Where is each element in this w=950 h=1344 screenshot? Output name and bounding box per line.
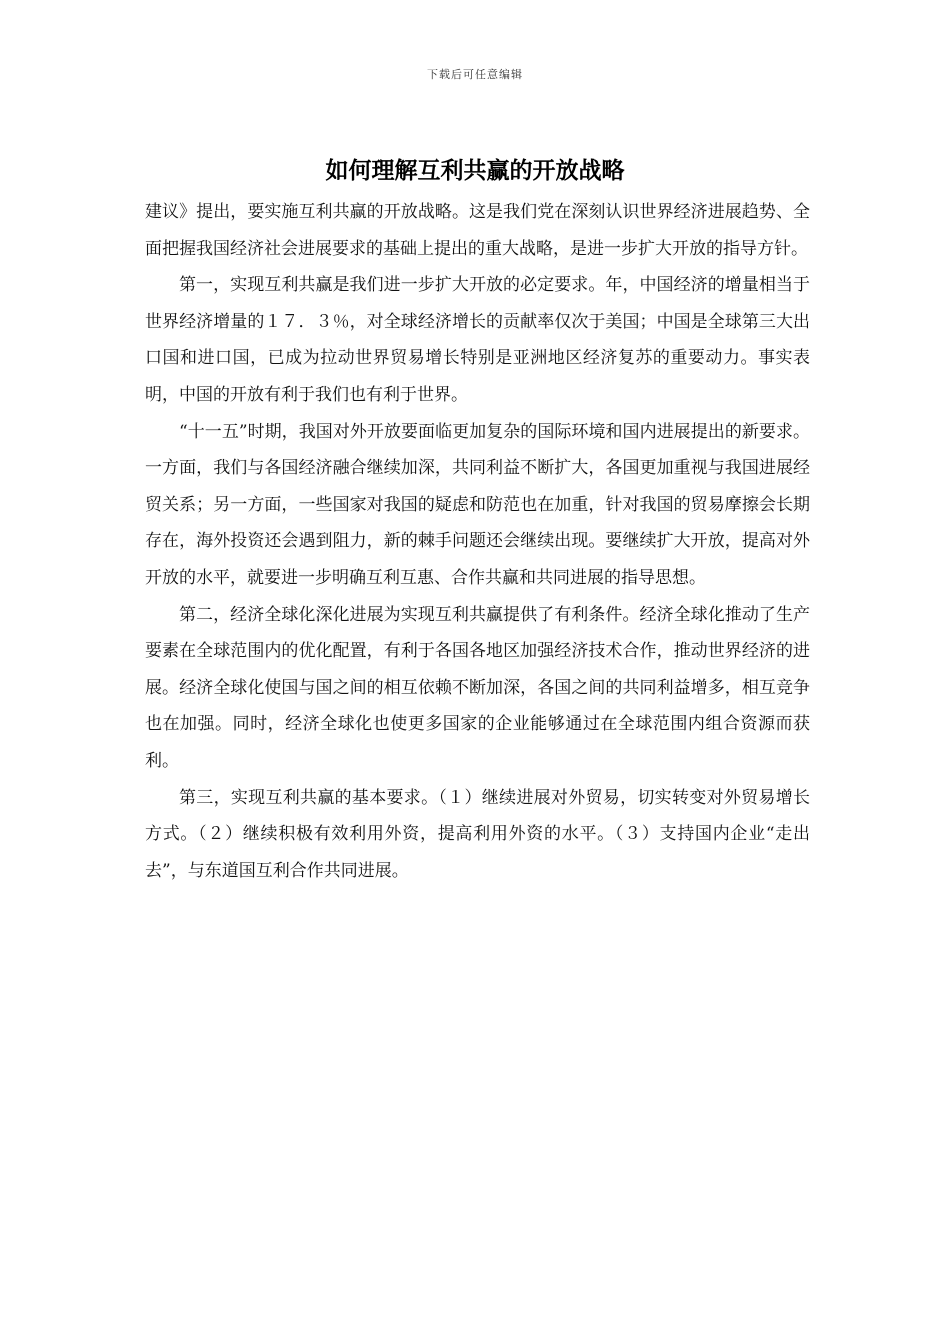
document-body (145, 194, 810, 889)
paragraph-first-point: 第一，实现互利共赢是我们进一步扩大开放的必定要求。年，中国经济的增量相当于世界经济增量的１７．３％，对全球经济增长的贡献率仅次于美国；中国是全球第三大出口国和进口国，已成为拉动世界贸易增长特别是亚洲地区经济复苏的重要动力。事实表明，中国的开放有利于我们也有利于世界。 (145, 275, 810, 405)
paragraph-second-point: 第二，经济全球化深化进展为实现互利共赢提供了有利条件。经济全球化推动了生产要素在全球范围内的优化配置，有利于各国各地区加强经济技术合作，推动世界经济的进展。经济全球化使国与国之间的相互依赖不断加深，各国之间的共同利益增多，相互竞争也在加强。同时，经济全球化也使更多国家的企业能够通过在全球范围内组合资源而获利。 (145, 604, 810, 771)
paragraph-eleventh-five-year: “十一五”时期，我国对外开放要面临更加复杂的国际环境和国内进展提出的新要求。一方面，我们与各国经济融合继续加深，共同利益不断扩大，各国更加重视与我国进展经贸关系；另一方面，一些国家对我国的疑虑和防范也在加重，针对我国的贸易摩擦会长期存在，海外投资还会遇到阻力，新的棘手问题还会继续出现。要继续扩大开放，提高对外开放的水平，就要进一步明确互利互惠、合作共赢和共同进展的指导思想。 (145, 421, 810, 588)
header-note: 下载后可任意编辑 (427, 68, 523, 81)
paragraph-intro: 建议》提出，要实施互利共赢的开放战略。这是我们党在深刻认识世界经济进展趋势、全面把握我国经济社会进展要求的基础上提出的重大战略，是进一步扩大开放的指导方针。 (145, 202, 810, 259)
document-title: 如何理解互利共赢的开放战略 (325, 158, 625, 184)
paragraph-third-point: 第三，实现互利共赢的基本要求。（１）继续进展对外贸易，切实转变对外贸易增长方式。（２）继续积极有效利用外资，提高利用外资的水平。（３）支持国内企业“走出去”，与东道国互利合作共同进展。 (145, 787, 810, 881)
